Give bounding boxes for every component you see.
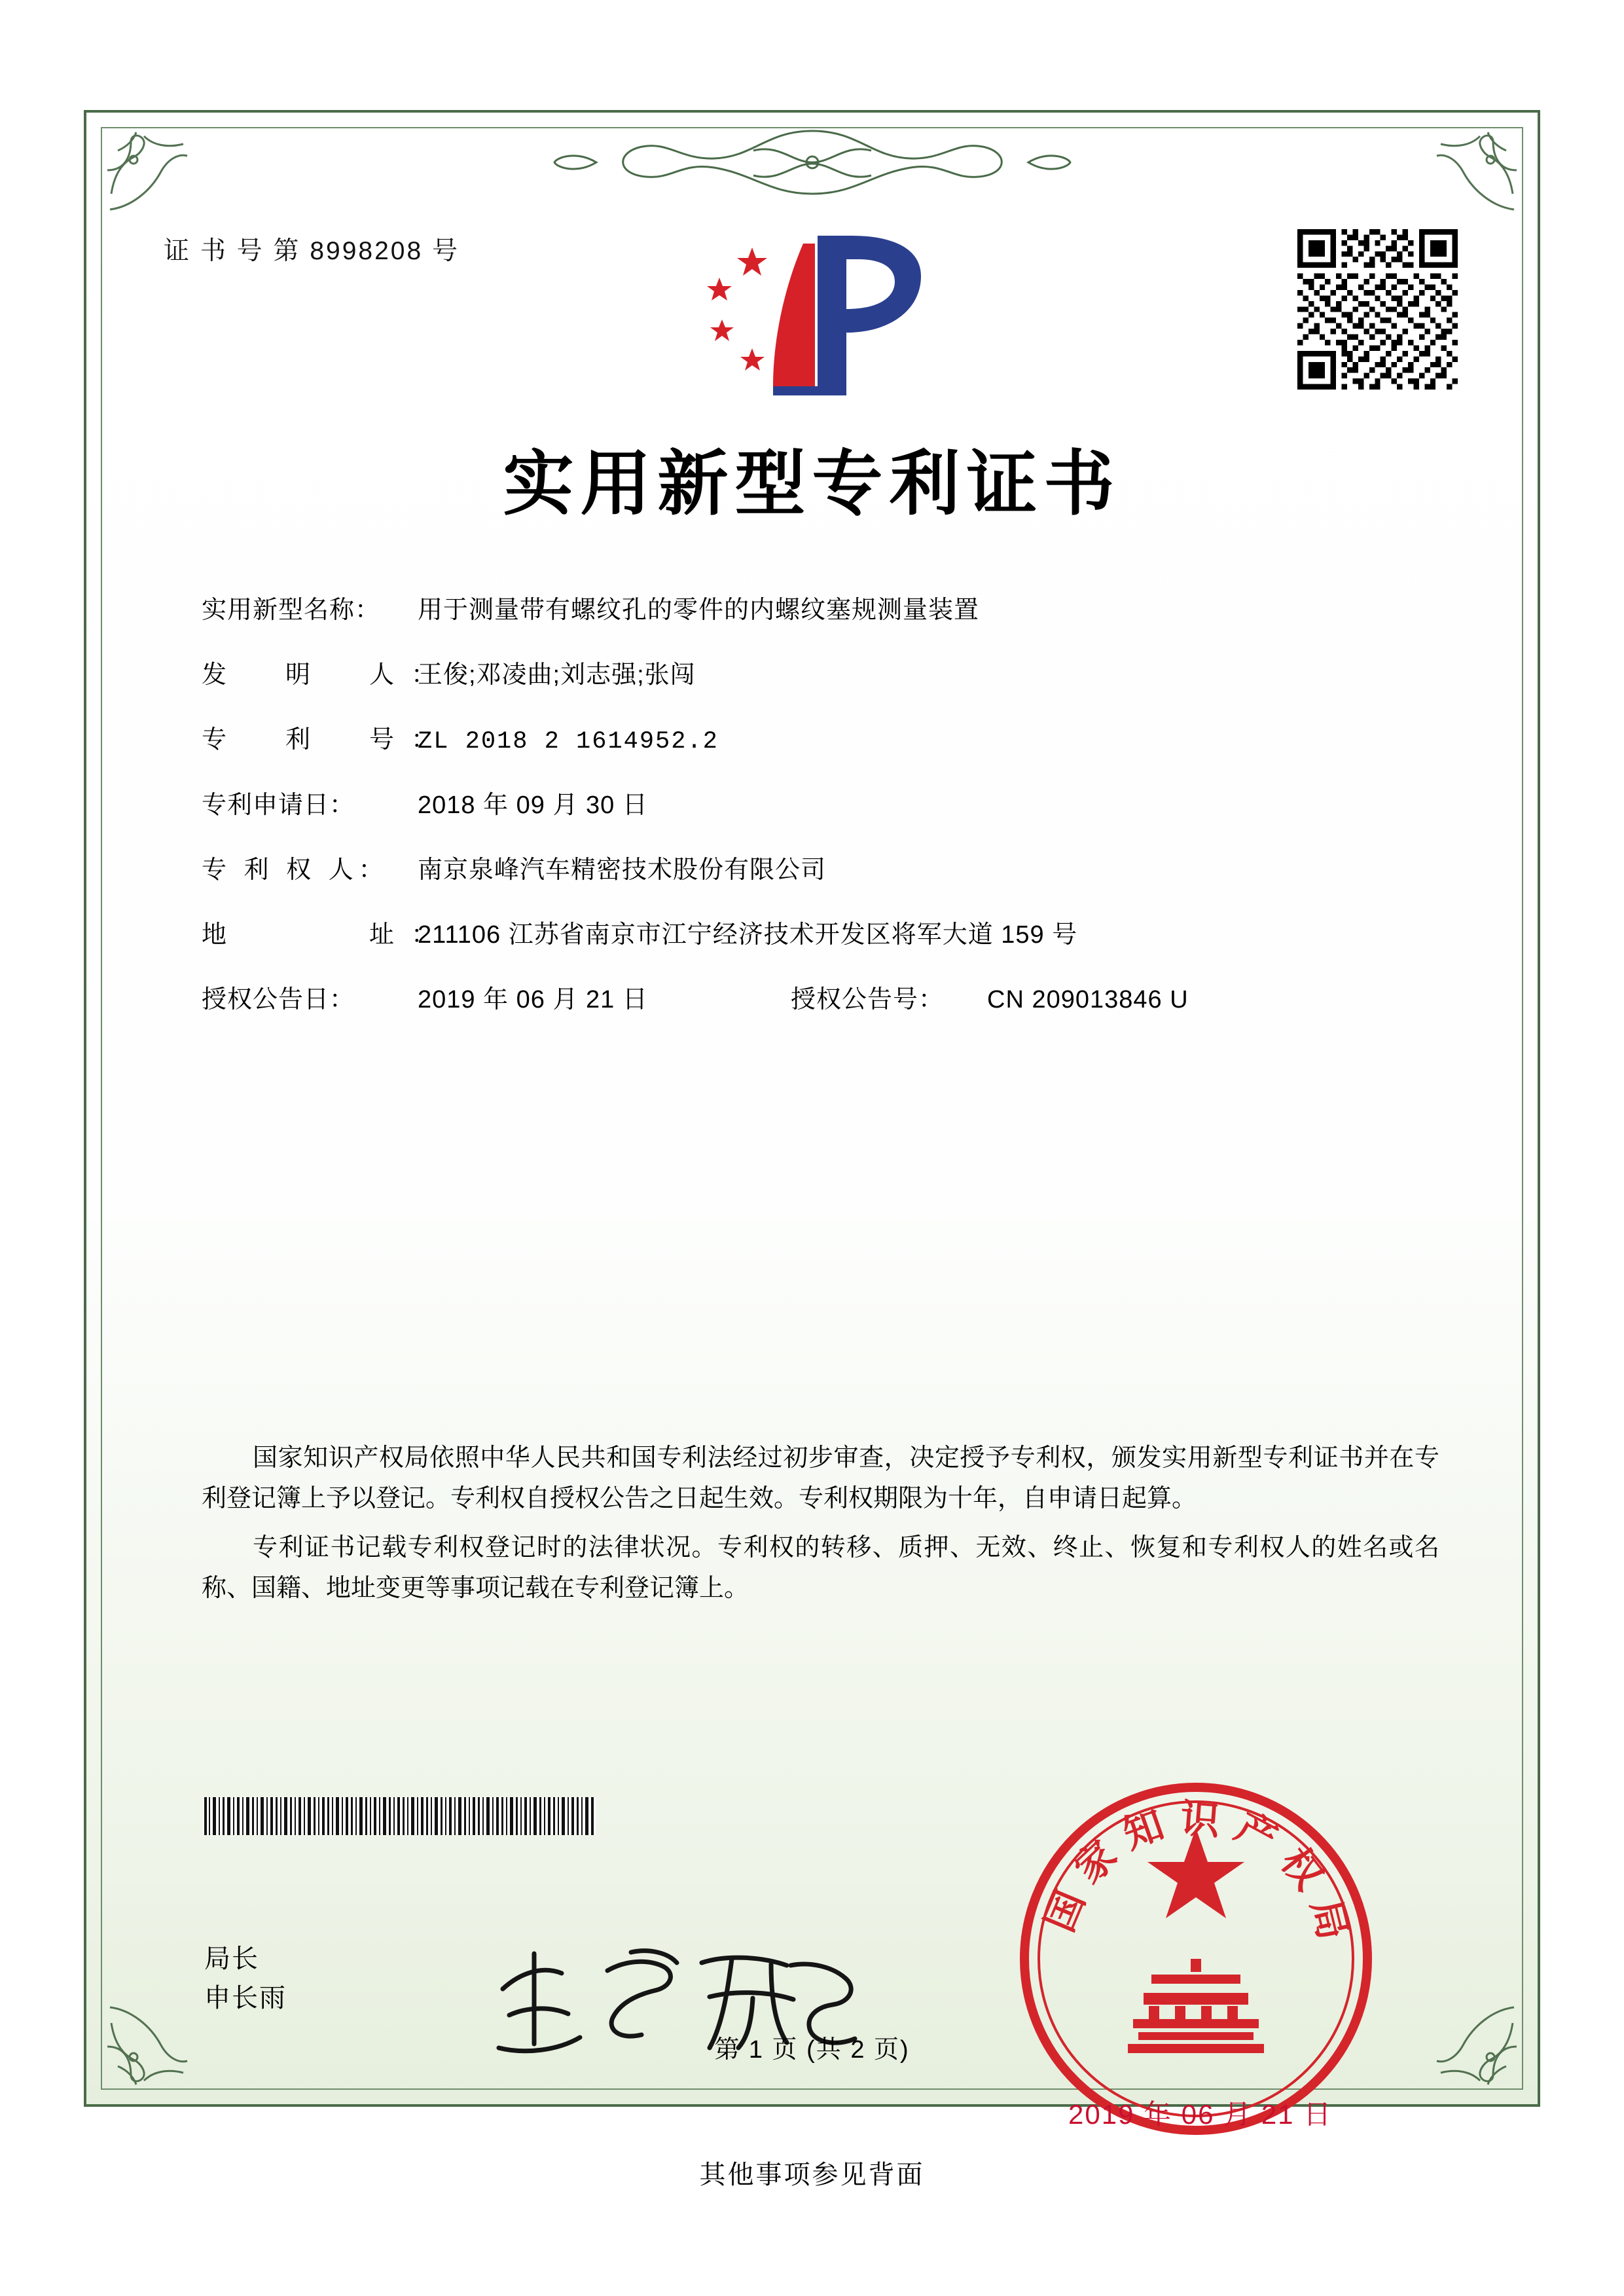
field-value: ZL 2018 2 1614952.2 bbox=[418, 728, 719, 756]
field-label: 授权公告日： bbox=[202, 986, 355, 1013]
field-label: 实用新型名称： bbox=[202, 596, 381, 624]
official-seal bbox=[1013, 1776, 1379, 2142]
certificate-number: 证 书 号 第 8998208 号 bbox=[164, 237, 460, 265]
field-value: CN 209013846 U bbox=[987, 986, 1189, 1013]
page-number: 第 1 页 (共 2 页) bbox=[714, 2036, 910, 2064]
sipo-logo-icon bbox=[675, 204, 950, 414]
field-value: 南京泉峰汽车精密技术股份有限公司 bbox=[418, 856, 827, 884]
seal-date: 2019 年 06 月 21 日 bbox=[1068, 2099, 1333, 2130]
field-value: 用于测量带有螺纹孔的零件的内螺纹塞规测量装置 bbox=[418, 596, 980, 624]
field-label: 专 利 权 人： bbox=[202, 856, 389, 884]
director-name: 申长雨 bbox=[204, 1984, 287, 2013]
field-label: 专 利 号： bbox=[202, 726, 454, 754]
director-title-label: 局长 bbox=[204, 1944, 259, 1973]
qr-code-icon bbox=[1297, 229, 1458, 390]
barcode bbox=[203, 1797, 596, 1835]
corner-ornament-top-left bbox=[105, 131, 203, 229]
certificate-body-text bbox=[202, 1438, 1439, 1618]
svg-text:国家知识产权局: 国家知识产权局 bbox=[1037, 1796, 1359, 1957]
field-inventors bbox=[202, 654, 1446, 690]
paragraph-2: 专利证书记载专利权登记时的法律状况。专利权的转移、质押、无效、终止、恢复和专利权人的姓名或名称、国籍、地址变更等事项记载在专利登记簿上。 bbox=[202, 1534, 1439, 1602]
signature-block bbox=[204, 1939, 287, 2018]
field-application-date bbox=[202, 784, 1446, 820]
field-address bbox=[202, 914, 1446, 950]
corner-ornament-top-right bbox=[1421, 131, 1519, 229]
field-value: 王俊;邓凌曲;刘志强;张闯 bbox=[418, 661, 696, 689]
field-value: 2019 年 06 月 21 日 bbox=[418, 986, 648, 1013]
back-side-note: 其他事项参见背面 bbox=[699, 2160, 925, 2189]
field-grant-announcement bbox=[202, 979, 1446, 1015]
field-value: 211106 江苏省南京市江宁经济技术开发区将军大道 159 号 bbox=[418, 921, 1078, 949]
page-title: 实用新型专利证书 bbox=[503, 444, 1121, 523]
paragraph-1: 国家知识产权局依照中华人民共和国专利法经过初步审查，决定授予专利权，颁发实用新型专利证书并在专利登记簿上予以登记。专利权自授权公告之日起生效。专利权期限为十年，自申请日起算。 bbox=[202, 1444, 1439, 1512]
certificate-frame bbox=[84, 110, 1540, 2130]
field-patent-number bbox=[202, 719, 1446, 756]
certificate-fields bbox=[202, 589, 1446, 1041]
field-utility-model-name bbox=[202, 589, 1446, 625]
field-label: 地 址： bbox=[202, 921, 454, 949]
field-label: 专利申请日： bbox=[202, 792, 355, 819]
top-ornament bbox=[518, 124, 1107, 203]
field-grant-number bbox=[791, 979, 1189, 1015]
field-label: 授权公告号： bbox=[791, 986, 945, 1013]
field-patentee bbox=[202, 849, 1446, 885]
field-label: 发 明 人： bbox=[202, 661, 454, 689]
field-value: 2018 年 09 月 30 日 bbox=[418, 792, 648, 819]
field-grant-date bbox=[202, 979, 791, 1015]
